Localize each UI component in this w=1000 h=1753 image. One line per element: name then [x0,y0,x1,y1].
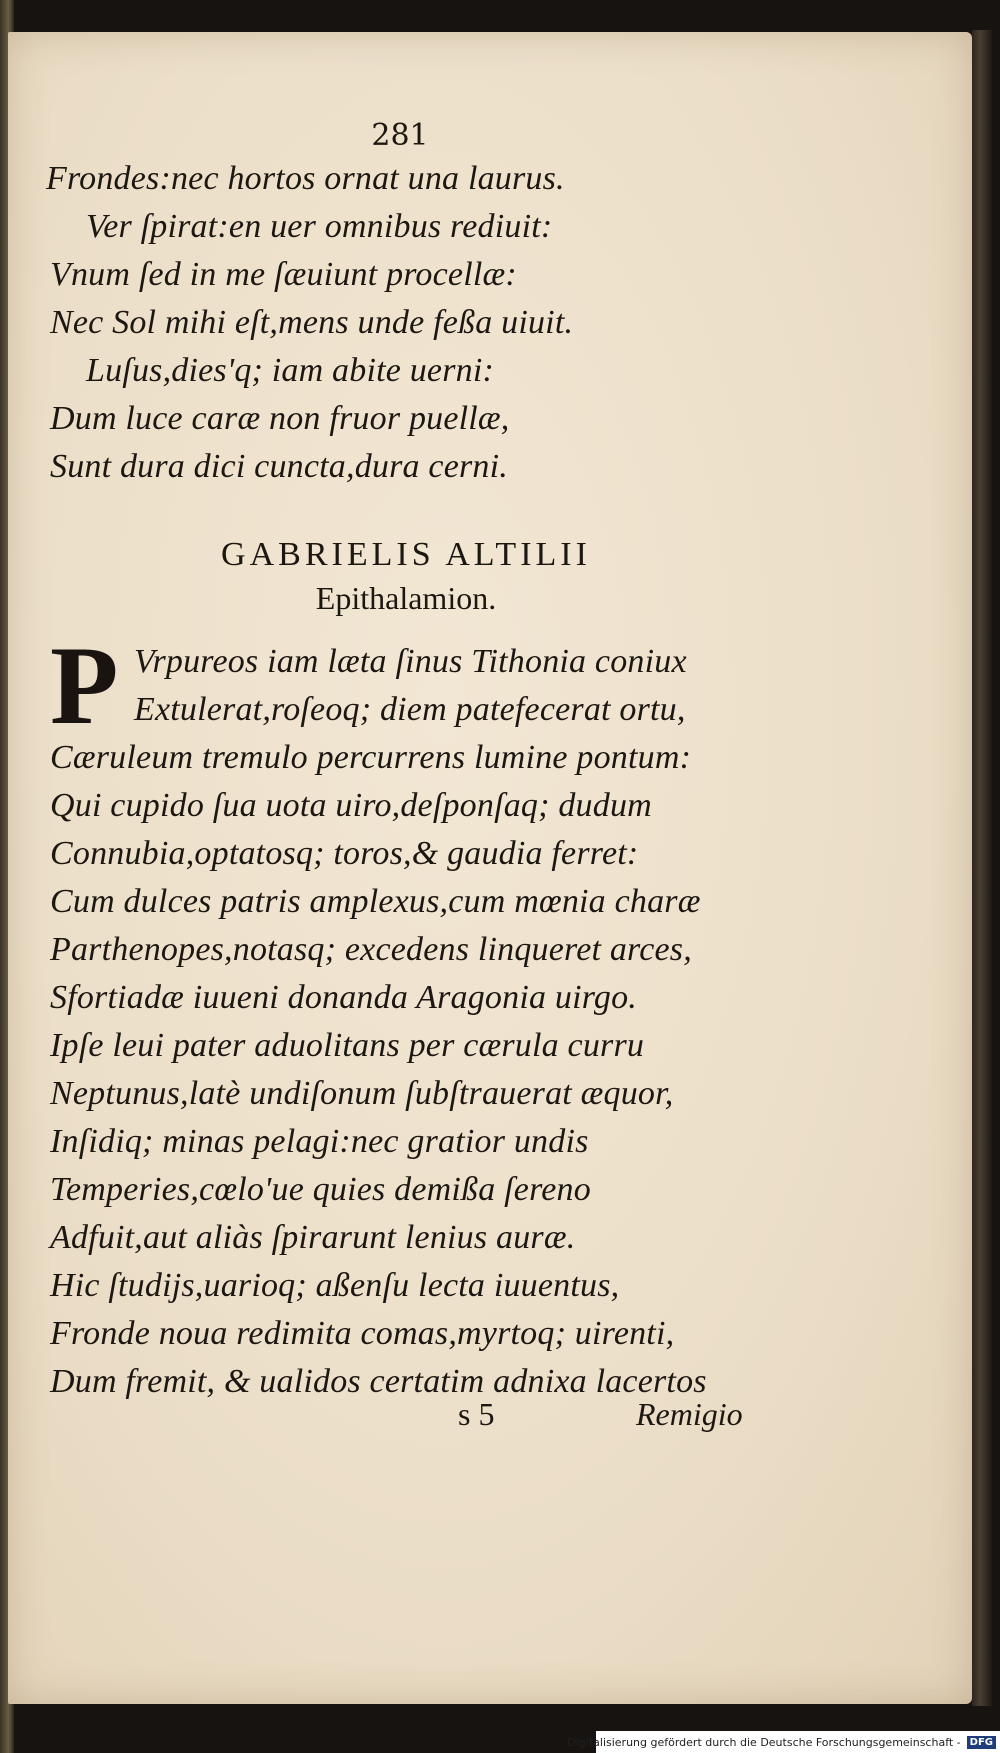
poem-line: Nec Sol mihi eſt,mens unde feßa uiuit. [50,304,574,341]
poem-line: Ver ſpirat:en uer omnibus rediuit: [86,208,553,245]
poem-line: Vrpureos iam læta ſinus Tithonia coniux [134,643,687,680]
poem-line: Qui cupido ſua uota uiro,deſponſaq; dudum [50,787,652,824]
poem-line: Connubia,optatosq; toros,& gaudia ferret: [50,835,639,872]
poem-line: Temperies,cœlo'ue quies demißa ſereno [50,1171,591,1208]
poem-line: Inſidiq; minas pelagi:nec gratior undis [50,1123,589,1160]
poem-line: Neptunus,latè undiſonum ſubſtrauerat æquor, [50,1075,674,1112]
poem-line: Fronde noua redimita comas,myrtoq; uirenti, [50,1315,675,1352]
page-number: 281 [371,118,429,153]
poem-line: Sunt dura dici cuncta,dura cerni. [50,448,508,485]
author-heading: GABRIELIS ALTILII [221,536,591,573]
poem-line: Sfortiadæ iuueni donanda Aragonia uirgo. [50,979,637,1016]
poem-line: Ipſe leui pater aduolitans per cærula curru [50,1027,645,1064]
drop-cap-initial: P [50,624,119,748]
poem-line: Extulerat,roſeoq; diem patefecerat ortu, [134,691,686,728]
page-stack-edge [972,30,992,1706]
poem-line: Cæruleum tremulo percurrens lumine pontum: [50,739,692,776]
poem-line: Hic ſtudijs,uarioq; aßenſu lecta iuuentus, [50,1267,620,1304]
poem-line: Frondes:nec hortos ornat una laurus. [46,160,565,197]
poem-line: Vnum ſed in me ſæuiunt procellæ: [50,256,517,293]
digitization-banner [567,1731,1000,1753]
poem-line: Dum fremit, & ualidos certatim adnixa lacertos [50,1363,707,1400]
poem-line: Luſus,dies'q; iam abite uerni: [86,352,495,389]
signature-mark: s 5 [458,1396,495,1432]
poem-line: Cum dulces patris amplexus,cum mœnia charæ [50,883,701,920]
dfg-logo-icon: DFG [967,1736,996,1749]
catchword: Remigio [636,1396,743,1432]
poem-line: Dum luce caræ non fruor puellæ, [50,400,510,437]
poem-line: Parthenopes,notasq; excedens linqueret arces, [50,931,692,968]
poem-line: Adfuit,aut aliàs ſpirarunt lenius auræ. [50,1219,576,1256]
poem-title: Epithalamion. [315,580,497,616]
digitization-notice: Digitalisierung gefördert durch die Deutsche Forschungsgemeinschaft - [567,1735,961,1749]
